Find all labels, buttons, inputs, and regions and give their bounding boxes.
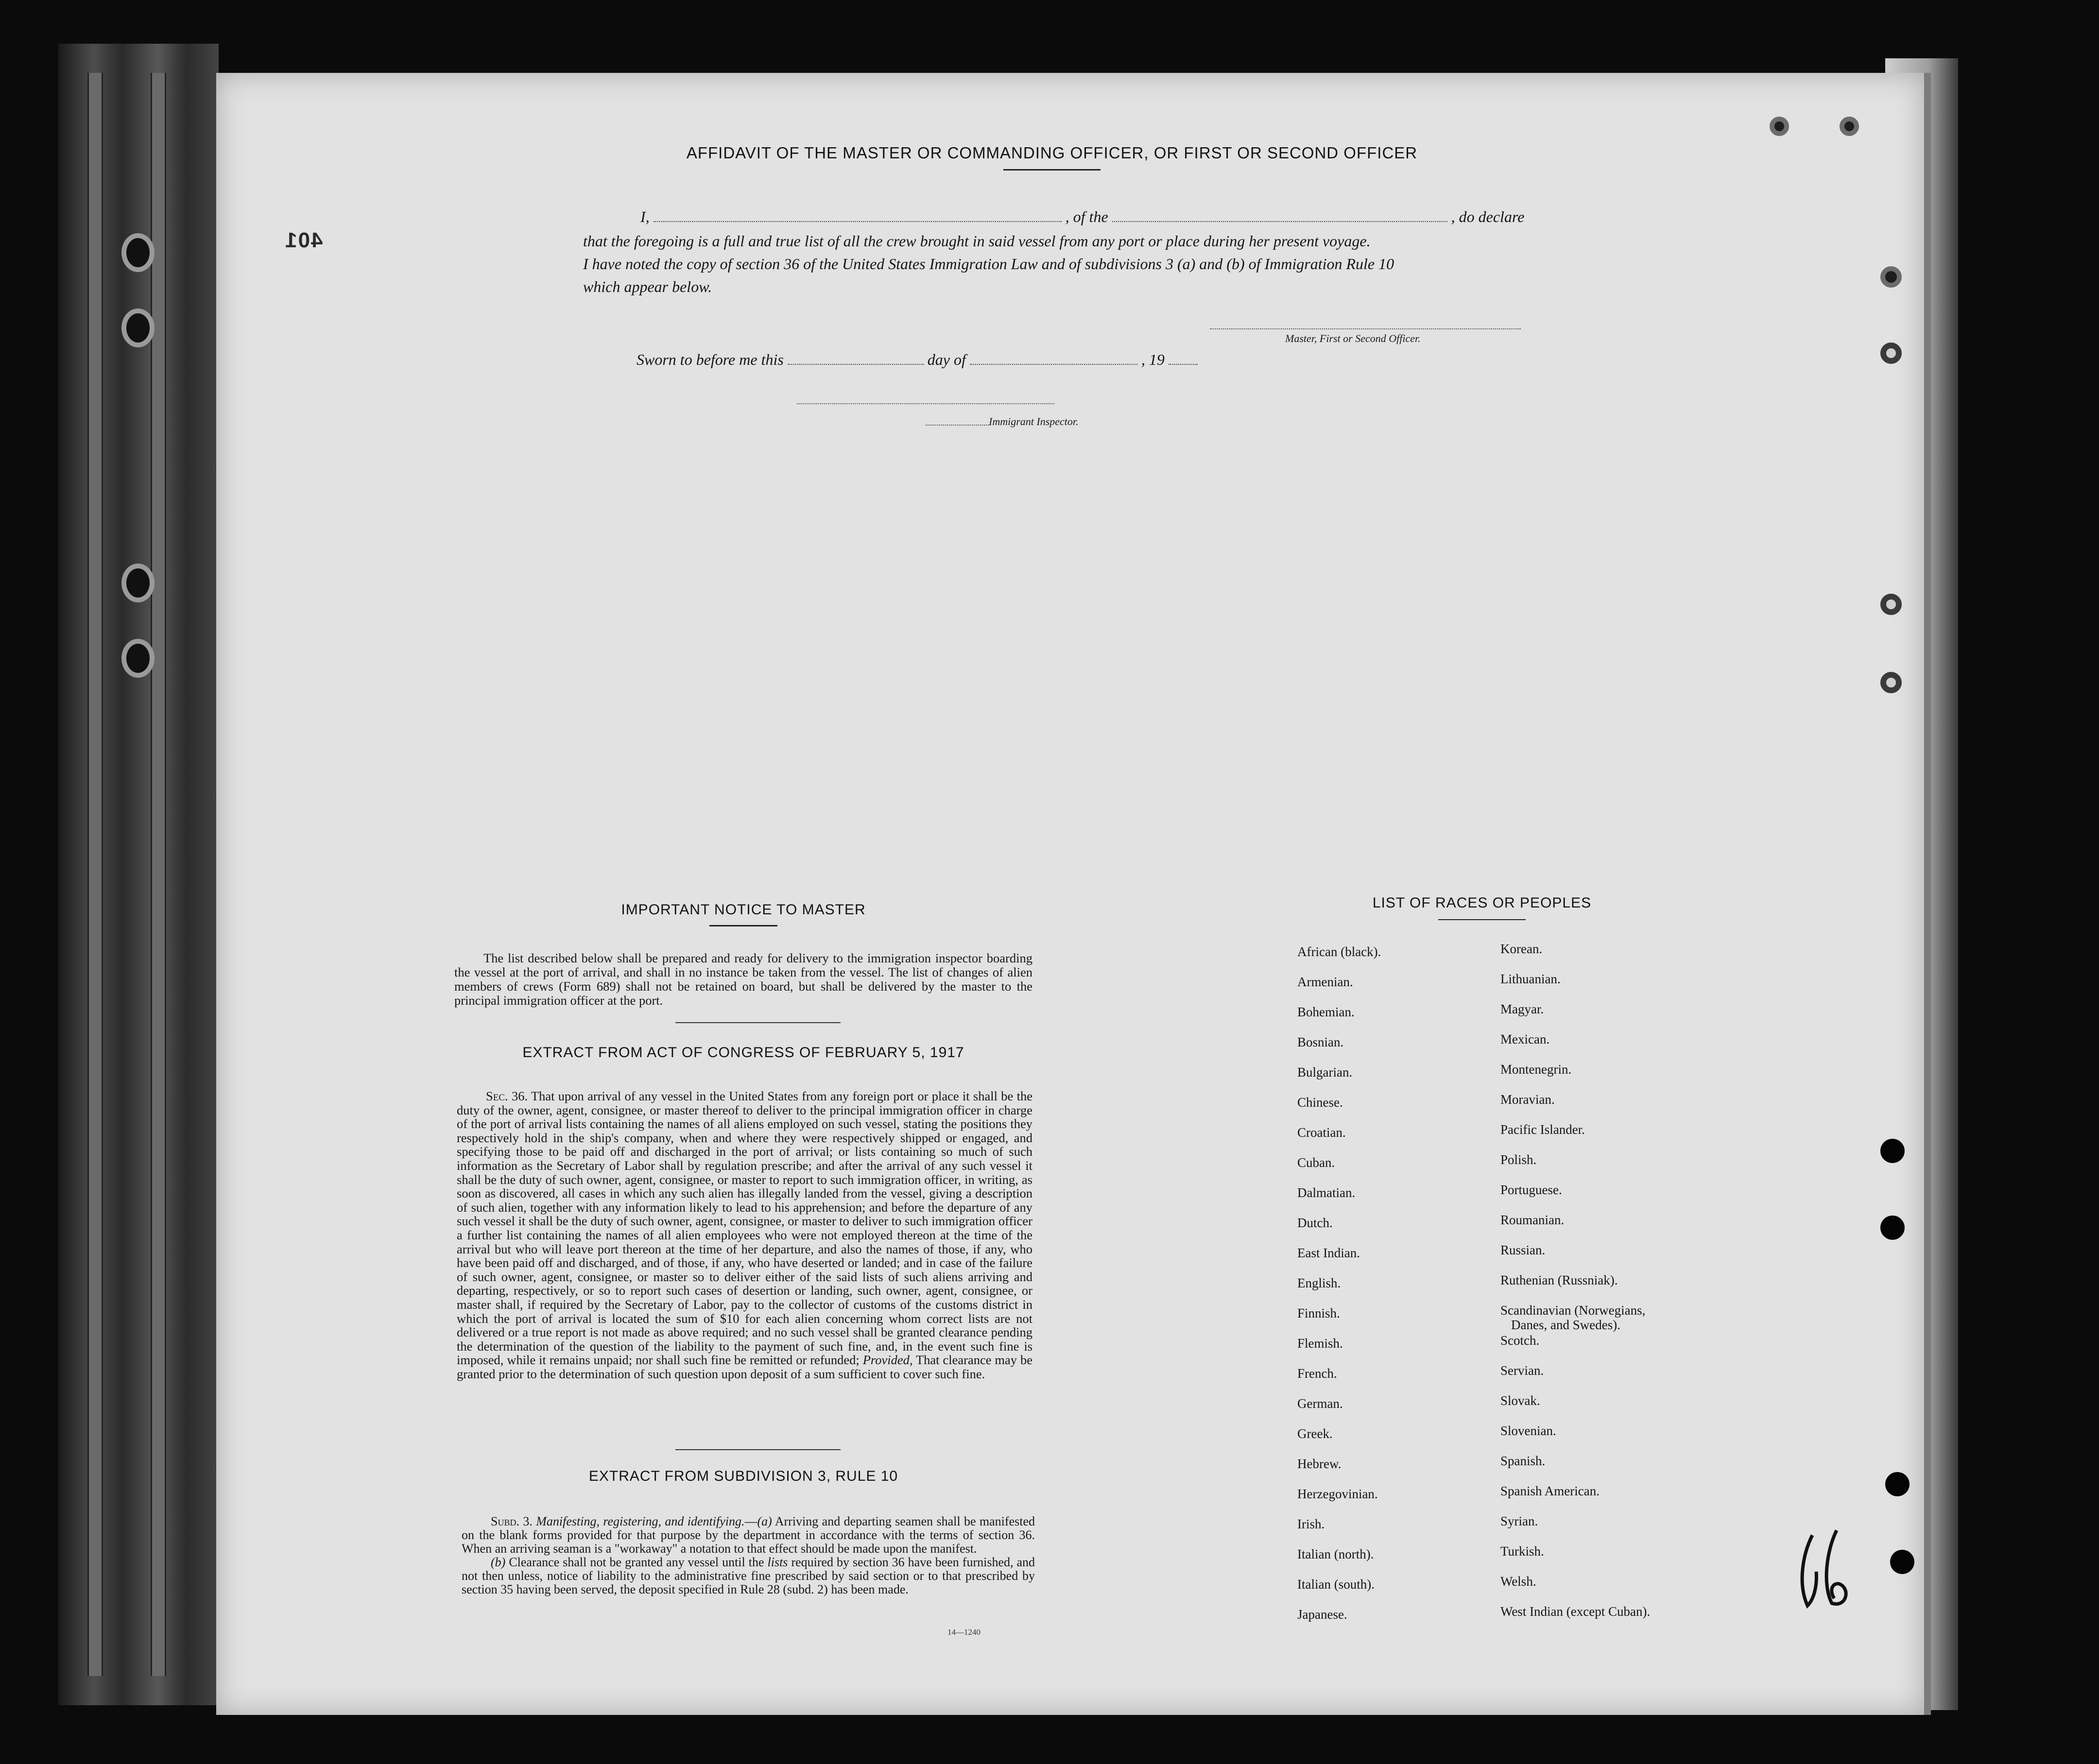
race-item: West Indian (except Cuban). xyxy=(1500,1604,1651,1619)
sworn-line xyxy=(637,351,1198,369)
document-page xyxy=(216,73,1924,1715)
text-i: I, xyxy=(640,208,650,225)
binder-strip xyxy=(151,73,166,1676)
binder-ring xyxy=(121,233,155,272)
race-item: Ruthenian (Russniak). xyxy=(1500,1273,1618,1287)
punch-hole xyxy=(1880,672,1902,693)
para-b-pre: Clearance shall not be granted any vessel until the xyxy=(509,1555,764,1569)
title-rule xyxy=(709,925,777,926)
binder-ring xyxy=(121,564,155,602)
para-b-lists: lists xyxy=(767,1555,788,1569)
race-item: French. xyxy=(1297,1366,1337,1381)
race-item: Portuguese. xyxy=(1500,1182,1562,1197)
title-rule xyxy=(1003,169,1101,171)
notice-title xyxy=(530,902,957,926)
race-item: Slovak. xyxy=(1500,1393,1540,1408)
race-item: Dalmatian. xyxy=(1297,1185,1356,1200)
binder-spine xyxy=(58,44,219,1705)
blank-vessel xyxy=(1112,218,1447,222)
text-of-the: , of the xyxy=(1065,208,1108,225)
title-rule xyxy=(1438,919,1526,920)
race-item: Slovenian. xyxy=(1500,1423,1556,1438)
race-item: Dutch. xyxy=(1297,1216,1333,1230)
race-item: Lithuanian. xyxy=(1500,972,1561,986)
punch-hole xyxy=(1880,1216,1905,1240)
race-item: Russian. xyxy=(1500,1243,1546,1257)
race-item: Spanish. xyxy=(1500,1454,1546,1468)
race-item: Pacific Islander. xyxy=(1500,1122,1585,1137)
binder-ring xyxy=(121,308,155,347)
extract-rule-body: Subd. 3. Manifesting, registering, and identifying.—(a) Arriving and departing seamen shall be manifested on the blank forms provided for that purpose by the department in accordance with the terms of section 36. When an arriving seaman is a "workaway" a notation to that effect should be made upon the manifest. (b) Clearance shall not be granted any vessel until the lists required by section 36 have been furnished, and not then unless, notice of liability to the administrative fine prescribed by said section or to that prescribed by section 35 having been served, the deposit specified in Rule 28 (subd. 2) has been made. xyxy=(462,1514,1035,1596)
race-item: Magyar. xyxy=(1500,1002,1544,1016)
section-label: Sec. 36. xyxy=(486,1089,528,1103)
subdivision-label: Subd. 3. xyxy=(491,1514,533,1528)
punch-hole xyxy=(1880,1139,1905,1163)
race-item: Armenian. xyxy=(1297,975,1353,989)
race-item: Bosnian. xyxy=(1297,1035,1344,1049)
race-item: Scandinavian (Norwegians, xyxy=(1500,1303,1646,1318)
race-item: Bohemian. xyxy=(1297,1005,1355,1019)
race-item: Flemish. xyxy=(1297,1336,1343,1351)
para-a-text: Arriving and departing seamen shall be manifested on the blank forms provided for that purpose by the department in accordance with the terms of section 36. When an arriving seaman is a "workaway" a notation to that effect should be made upon the manifest. xyxy=(462,1514,1035,1556)
para-b-label: (b) xyxy=(491,1555,506,1569)
race-item: Roumanian. xyxy=(1500,1213,1565,1227)
race-item: English. xyxy=(1297,1276,1341,1290)
text-declare: , do declare xyxy=(1451,208,1525,225)
affidavit-line-2: that the foregoing is a full and true list of all the crew brought in said vessel from any port or place during her present voyage. xyxy=(583,232,1371,250)
binder-ring xyxy=(121,639,155,678)
section-divider xyxy=(675,1449,841,1450)
race-item: Danes, and Swedes). xyxy=(1511,1318,1620,1332)
punch-hole xyxy=(1890,1550,1914,1574)
race-item: Turkish. xyxy=(1500,1544,1544,1558)
inspector-signature-line xyxy=(797,403,1054,404)
punch-hole xyxy=(1885,1472,1910,1496)
race-item: East Indian. xyxy=(1297,1246,1360,1260)
master-signature-line xyxy=(1210,328,1521,329)
race-item: African (black). xyxy=(1297,944,1381,959)
race-item: Irish. xyxy=(1297,1517,1325,1531)
text-year: , 19 xyxy=(1141,351,1165,368)
race-item: Moravian. xyxy=(1500,1092,1555,1107)
punch-hole xyxy=(1770,117,1789,136)
race-item: Greek. xyxy=(1297,1426,1333,1441)
affidavit-title xyxy=(663,144,1441,171)
para-b-post: required by section 36 have been furnished, and not then unless, notice of liability to the administrative fine prescribed by said section or to that prescribed by section 35 having been served, the deposit specified in Rule 28 (subd. 2) has been made. xyxy=(462,1555,1035,1596)
provided-label: Provided, xyxy=(862,1353,913,1368)
race-item: Spanish American. xyxy=(1500,1484,1600,1498)
extract-rule-title: EXTRACT FROM SUBDIVISION 3, RULE 10 xyxy=(588,1468,898,1484)
blank-year xyxy=(1169,361,1198,365)
race-item: Montenegrin. xyxy=(1500,1062,1572,1077)
punch-hole xyxy=(1880,343,1902,364)
notice-title-text: IMPORTANT NOTICE TO MASTER xyxy=(621,902,866,918)
race-item: Servian. xyxy=(1500,1363,1544,1378)
blank-month xyxy=(970,361,1137,365)
notice-body xyxy=(454,951,1032,1008)
text-day-of: day of xyxy=(927,351,966,368)
race-item: Bulgarian. xyxy=(1297,1065,1353,1079)
race-item: Croatian. xyxy=(1297,1125,1346,1140)
race-item: Italian (south). xyxy=(1297,1577,1375,1592)
affidavit-line-4: which appear below. xyxy=(583,278,712,295)
race-item: German. xyxy=(1297,1396,1343,1411)
punch-hole xyxy=(1880,266,1902,288)
para-a-label: (a) xyxy=(757,1514,772,1528)
race-item: Chinese. xyxy=(1297,1095,1343,1110)
extract-act-title: EXTRACT FROM ACT OF CONGRESS OF FEBRUARY 5, 1917 xyxy=(522,1045,964,1061)
extract-act-body xyxy=(457,1089,1032,1381)
blank-name xyxy=(654,218,1062,222)
race-item: Japanese. xyxy=(1297,1607,1347,1622)
handwritten-mark xyxy=(1793,1525,1871,1613)
race-item: Herzegovinian. xyxy=(1297,1487,1378,1501)
inspector-caption-line xyxy=(926,425,989,426)
affidavit-title-text: AFFIDAVIT OF THE MASTER OR COMMANDING OFFICER, OR FIRST OR SECOND OFFICER xyxy=(686,144,1418,162)
blank-day xyxy=(788,361,924,365)
race-item: Syrian. xyxy=(1500,1514,1538,1528)
form-number: 14—1240 xyxy=(947,1627,981,1637)
race-item: Cuban. xyxy=(1297,1155,1335,1170)
race-item: Italian (north). xyxy=(1297,1547,1374,1561)
races-title xyxy=(1302,895,1662,920)
text-sworn: Sworn to before me this xyxy=(637,351,784,368)
race-item: Scotch. xyxy=(1500,1333,1540,1348)
section-36-text: That upon arrival of any vessel in the United States from any foreign port or place it shall be the duty of the owner, agent, consignee, or master thereof to deliver to the principal immigration officer in charge of the port of arrival lists containing the names of all aliens employed on such vessel, stating the positions they respectively hold in the ship's company, when and where they were respectively shipped or engaged, and specifying those to be paid off and discharged in the port of arrival; or lists containing so much of such information as the Secretary of Labor shall by regulation prescribe; and after the arrival of any such vessel it shall be the duty of such owner, agent, consignee, or master to report to such immigration officer, in writing, as soon as discovered, all cases in which any such alien has illegally landed from the vessel, giving a description of such alien, together with any information likely to lead to his apprehension; and before the departure of any such vessel it shall be the duty of such owner, agent, consignee, or master to deliver to such immigration officer a further list containing the names of all alien employees who were not employed thereon at the time of the arrival but who will leave port thereon at the time of her departure, and also the names of those, if any, who have been paid off and discharged, and of those, if any, who have deserted or landed; and in case of the failure of such owner, agent, consignee, or master so to deliver either of the said lists of such aliens arriving and departing, respectively, or so to report such cases of desertion or landing, such owner, agent, consignee, or master shall, if required by the Secretary of Labor, pay to the collector of customs of the customs district in which the port of arrival is located the sum of $10 for each alien concerning whom correct lists are not delivered or a true report is not made as above required; and no such vessel shall be granted clearance pending the determination of the question of the liability to the payment of such fine, and, in the event such fine is imposed, while it remains unpaid; nor shall such fine be remitted or refunded; xyxy=(457,1089,1032,1368)
race-item: Mexican. xyxy=(1500,1032,1550,1046)
binder-strip xyxy=(87,73,103,1676)
page-edge xyxy=(1924,73,1931,1715)
race-item: Korean. xyxy=(1500,942,1543,956)
subdivision-heading: Manifesting, registering, and identifying. xyxy=(536,1514,745,1528)
affidavit-line-3: I have noted the copy of section 36 of the United States Immigration Law and of subdivisions 3 (a) and (b) of Immigration Rule 10 xyxy=(583,255,1394,273)
stamp-number: 401 xyxy=(284,228,323,252)
affidavit-line-1 xyxy=(640,208,1524,226)
inspector-caption: Immigrant Inspector. xyxy=(989,415,1079,428)
race-item: Hebrew. xyxy=(1297,1456,1342,1471)
master-signature-caption: Master, First or Second Officer. xyxy=(1285,332,1421,344)
notice-paragraph: The list described below shall be prepared and ready for delivery to the immigration inspector boarding the vessel at the port of arrival, and shall in no instance be taken from the vessel. The list of changes of alien members of crews (Form 689) shall not be retained on board, but shall be delivered by the master to the principal immigration officer at the port. xyxy=(454,951,1032,1008)
race-item: Welsh. xyxy=(1500,1574,1536,1589)
provided-text: That clearance may be granted prior to the determination of such question upon deposit of a sum sufficient to cover such fine. xyxy=(457,1353,1032,1381)
punch-hole xyxy=(1880,594,1902,615)
race-item: Polish. xyxy=(1500,1152,1537,1167)
section-divider xyxy=(675,1022,841,1023)
punch-hole xyxy=(1840,117,1859,136)
race-item: Finnish. xyxy=(1297,1306,1340,1320)
races-title-text: LIST OF RACES OR PEOPLES xyxy=(1372,895,1592,911)
